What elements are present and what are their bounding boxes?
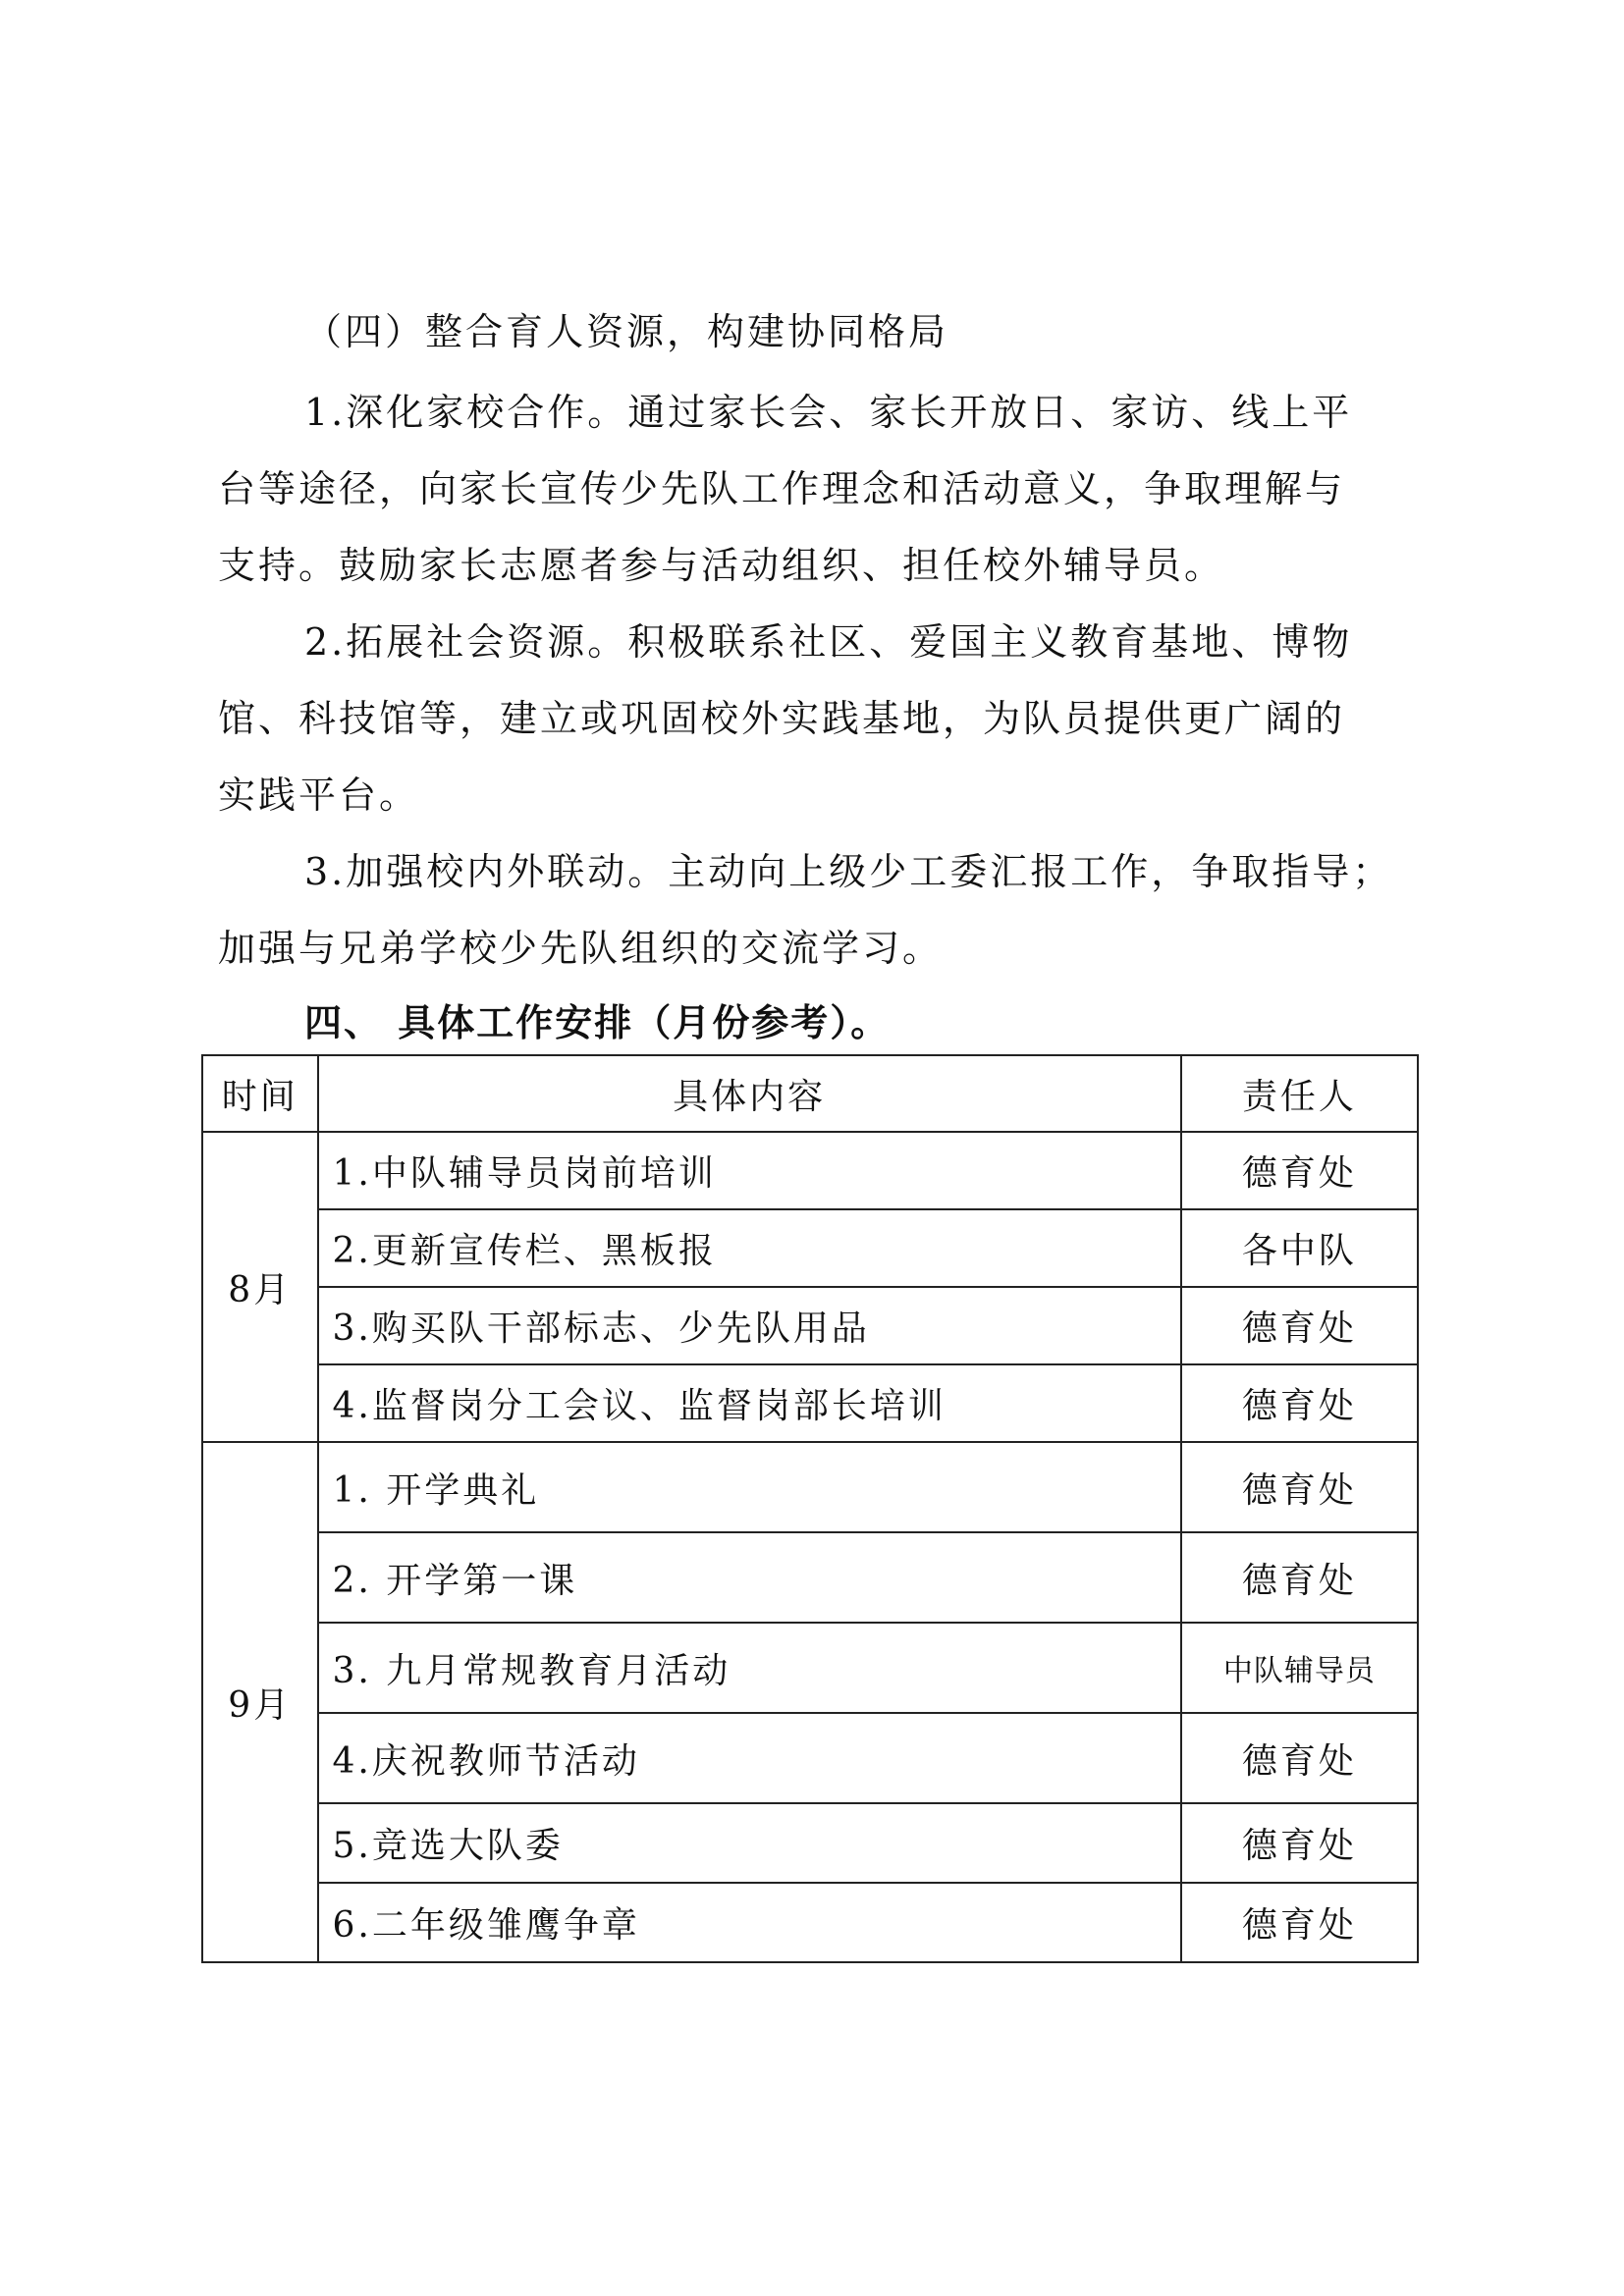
owner-cell: 德育处 bbox=[1181, 1364, 1418, 1442]
paragraph-1-line-3: 支持。鼓励家长志愿者参与活动组织、担任校外辅导员。 bbox=[218, 544, 1225, 587]
owner-cell: 德育处 bbox=[1181, 1532, 1418, 1623]
table-row bbox=[202, 1713, 1418, 1803]
table-row bbox=[202, 1532, 1418, 1623]
owner-cell: 德育处 bbox=[1181, 1287, 1418, 1364]
content-cell: 4.庆祝教师节活动 bbox=[318, 1713, 1181, 1803]
content-cell: 1. 开学典礼 bbox=[318, 1442, 1181, 1532]
content-cell: 1.中队辅导员岗前培训 bbox=[318, 1132, 1181, 1209]
paragraph-1-line-2: 台等途径，向家长宣传少先队工作理念和活动意义，争取理解与 bbox=[218, 467, 1346, 510]
header-time: 时间 bbox=[202, 1055, 318, 1132]
paragraph-3-line-1: 3.加强校内外联动。主动向上级少工委汇报工作，争取指导； bbox=[304, 850, 1393, 893]
owner-cell: 德育处 bbox=[1181, 1803, 1418, 1883]
section-subheading: （四）整合育人资源，构建协同格局 bbox=[304, 310, 949, 353]
header-owner: 责任人 bbox=[1181, 1055, 1418, 1132]
paragraph-2-line-1: 2.拓展社会资源。积极联系社区、爱国主义教育基地、博物 bbox=[304, 620, 1353, 664]
table-row bbox=[202, 1803, 1418, 1883]
content-cell: 2.更新宣传栏、黑板报 bbox=[318, 1209, 1181, 1287]
table-row bbox=[202, 1209, 1418, 1287]
owner-cell: 德育处 bbox=[1181, 1132, 1418, 1209]
owner-cell: 德育处 bbox=[1181, 1442, 1418, 1532]
owner-cell: 中队辅导员 bbox=[1181, 1623, 1418, 1713]
content-cell: 5.竞选大队委 bbox=[318, 1803, 1181, 1883]
content-cell: 4.监督岗分工会议、监督岗部长培训 bbox=[318, 1364, 1181, 1442]
work-schedule-table bbox=[201, 1054, 1419, 1963]
month-cell-september: 9月 bbox=[202, 1442, 318, 1962]
table-row bbox=[202, 1287, 1418, 1364]
table-row bbox=[202, 1623, 1418, 1713]
paragraph-2-line-2: 馆、科技馆等，建立或巩固校外实践基地，为队员提供更广阔的 bbox=[218, 697, 1346, 740]
owner-cell: 德育处 bbox=[1181, 1883, 1418, 1962]
table-row bbox=[202, 1364, 1418, 1442]
paragraph-1-line-1: 1.深化家校合作。通过家长会、家长开放日、家访、线上平 bbox=[304, 391, 1353, 434]
owner-cell: 各中队 bbox=[1181, 1209, 1418, 1287]
table-row bbox=[202, 1442, 1418, 1532]
content-cell: 3.购买队干部标志、少先队用品 bbox=[318, 1287, 1181, 1364]
table-header-row bbox=[202, 1055, 1418, 1132]
section-heading: 四、 具体工作安排（月份参考）。 bbox=[304, 1001, 891, 1044]
paragraph-2-line-3: 实践平台。 bbox=[218, 774, 420, 817]
table-row bbox=[202, 1883, 1418, 1962]
content-cell: 6.二年级雏鹰争章 bbox=[318, 1883, 1181, 1962]
paragraph-3-line-2: 加强与兄弟学校少先队组织的交流学习。 bbox=[218, 927, 944, 970]
header-content: 具体内容 bbox=[318, 1055, 1181, 1132]
owner-cell: 德育处 bbox=[1181, 1713, 1418, 1803]
content-cell: 2. 开学第一课 bbox=[318, 1532, 1181, 1623]
month-cell-august: 8月 bbox=[202, 1132, 318, 1442]
content-cell: 3. 九月常规教育月活动 bbox=[318, 1623, 1181, 1713]
table-row bbox=[202, 1132, 1418, 1209]
